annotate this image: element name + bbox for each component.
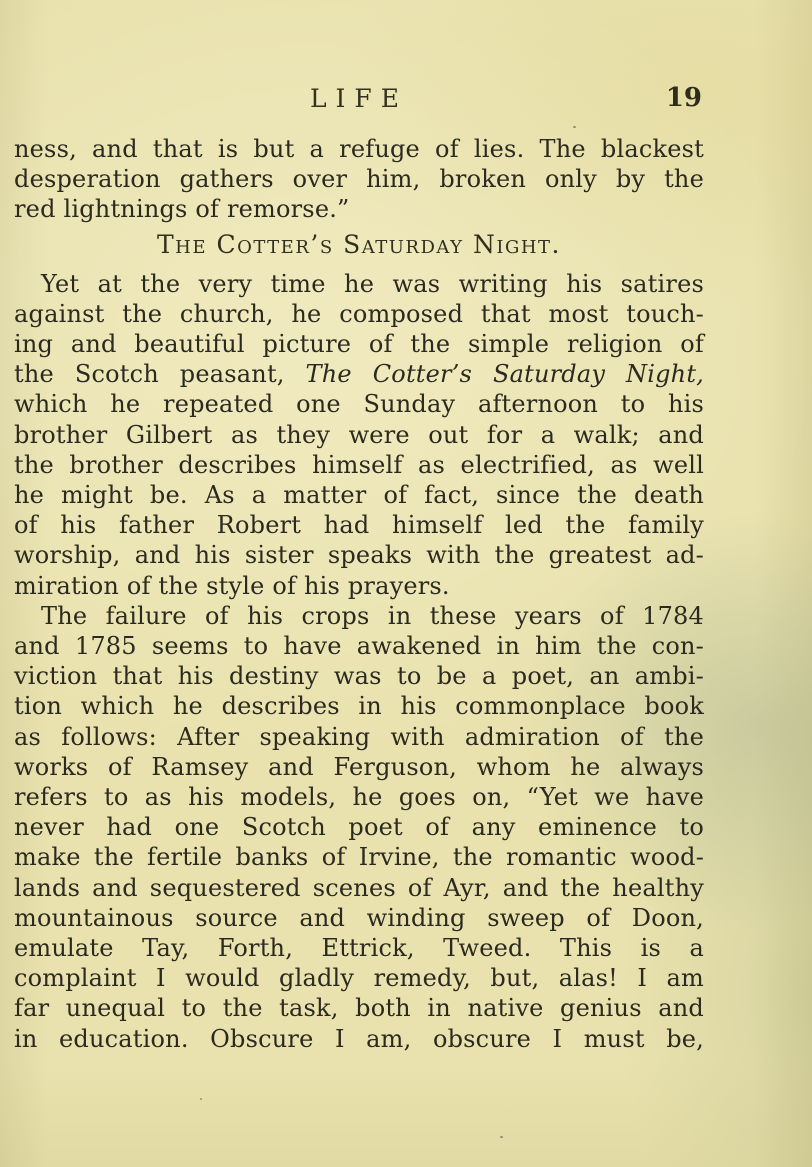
text-line: the brother describes himself as electrified, as well (14, 450, 704, 479)
text-line: make the fertile banks of Irvine, the romantic wood- (14, 843, 704, 872)
text-line: refers to as his models, he goes on, “Yet we have (14, 783, 704, 812)
section-heading: The Cotter’s Saturday Night. (156, 229, 562, 259)
paragraph (14, 269, 704, 601)
running-title: LIFE (309, 84, 409, 113)
page-content (14, 84, 704, 1054)
text-line: and 1785 seems to have awakened in him the con- (14, 632, 704, 661)
text-line: mountainous source and winding sweep of Doon, (14, 903, 704, 932)
text-line: The failure of his crops in these years of 1784 (41, 601, 704, 630)
text-line: viction that his destiny was to be a poet, an ambi- (14, 662, 704, 691)
text-line: against the church, he composed that most touch- (14, 299, 704, 328)
text-line: never had one Scotch poet of any eminence to (14, 813, 704, 842)
scan-speck (200, 1098, 202, 1100)
text-line: desperation gathers over him, broken only by the (14, 165, 704, 194)
text-line: complaint I would gladly remedy, but, alas! I am (14, 964, 704, 993)
text-line: in education. Obscure I am, obscure I must be, (14, 1024, 704, 1053)
text-line: emulate Tay, Forth, Ettrick, Tweed. This is a (14, 934, 704, 963)
text-line: tion which he describes in his commonplace book (14, 692, 704, 721)
italic-work-title: The Cotter’s Saturday Night, (305, 360, 704, 389)
text-line: far unequal to the task, both in native genius and (14, 994, 704, 1023)
scan-speck (500, 1136, 503, 1138)
text-line: miration of the style of his prayers. (14, 571, 450, 600)
paragraph (14, 134, 704, 225)
page-number: 19 (665, 83, 702, 113)
text-line: Yet at the very time he was writing his satires (41, 269, 704, 298)
text-line: ness, and that is but a refuge of lies. The blackest (14, 135, 704, 163)
text-line: which he repeated one Sunday afternoon to his (14, 390, 704, 419)
paragraph (14, 601, 704, 1054)
text-line: lands and sequestered scenes of Ayr, and the healthy (14, 873, 704, 902)
text-line: brother Gilbert as they were out for a walk; and (14, 420, 704, 449)
text-line: ing and beautiful picture of the simple religion of (14, 330, 704, 359)
text-line: worship, and his sister speaks with the greatest ad- (14, 541, 704, 570)
text-line: red lightnings of remorse.” (14, 195, 350, 224)
running-header (14, 84, 704, 115)
page-body (14, 134, 704, 1054)
text-line (14, 359, 704, 389)
text-segment: the Scotch peasant, (14, 360, 306, 389)
text-line: works of Ramsey and Ferguson, whom he always (14, 752, 704, 781)
text-line: of his father Robert had himself led the family (14, 511, 704, 540)
text-line: he might be. As a matter of fact, since the death (14, 481, 704, 510)
text-line: as follows: After speaking with admiration of the (14, 722, 704, 751)
